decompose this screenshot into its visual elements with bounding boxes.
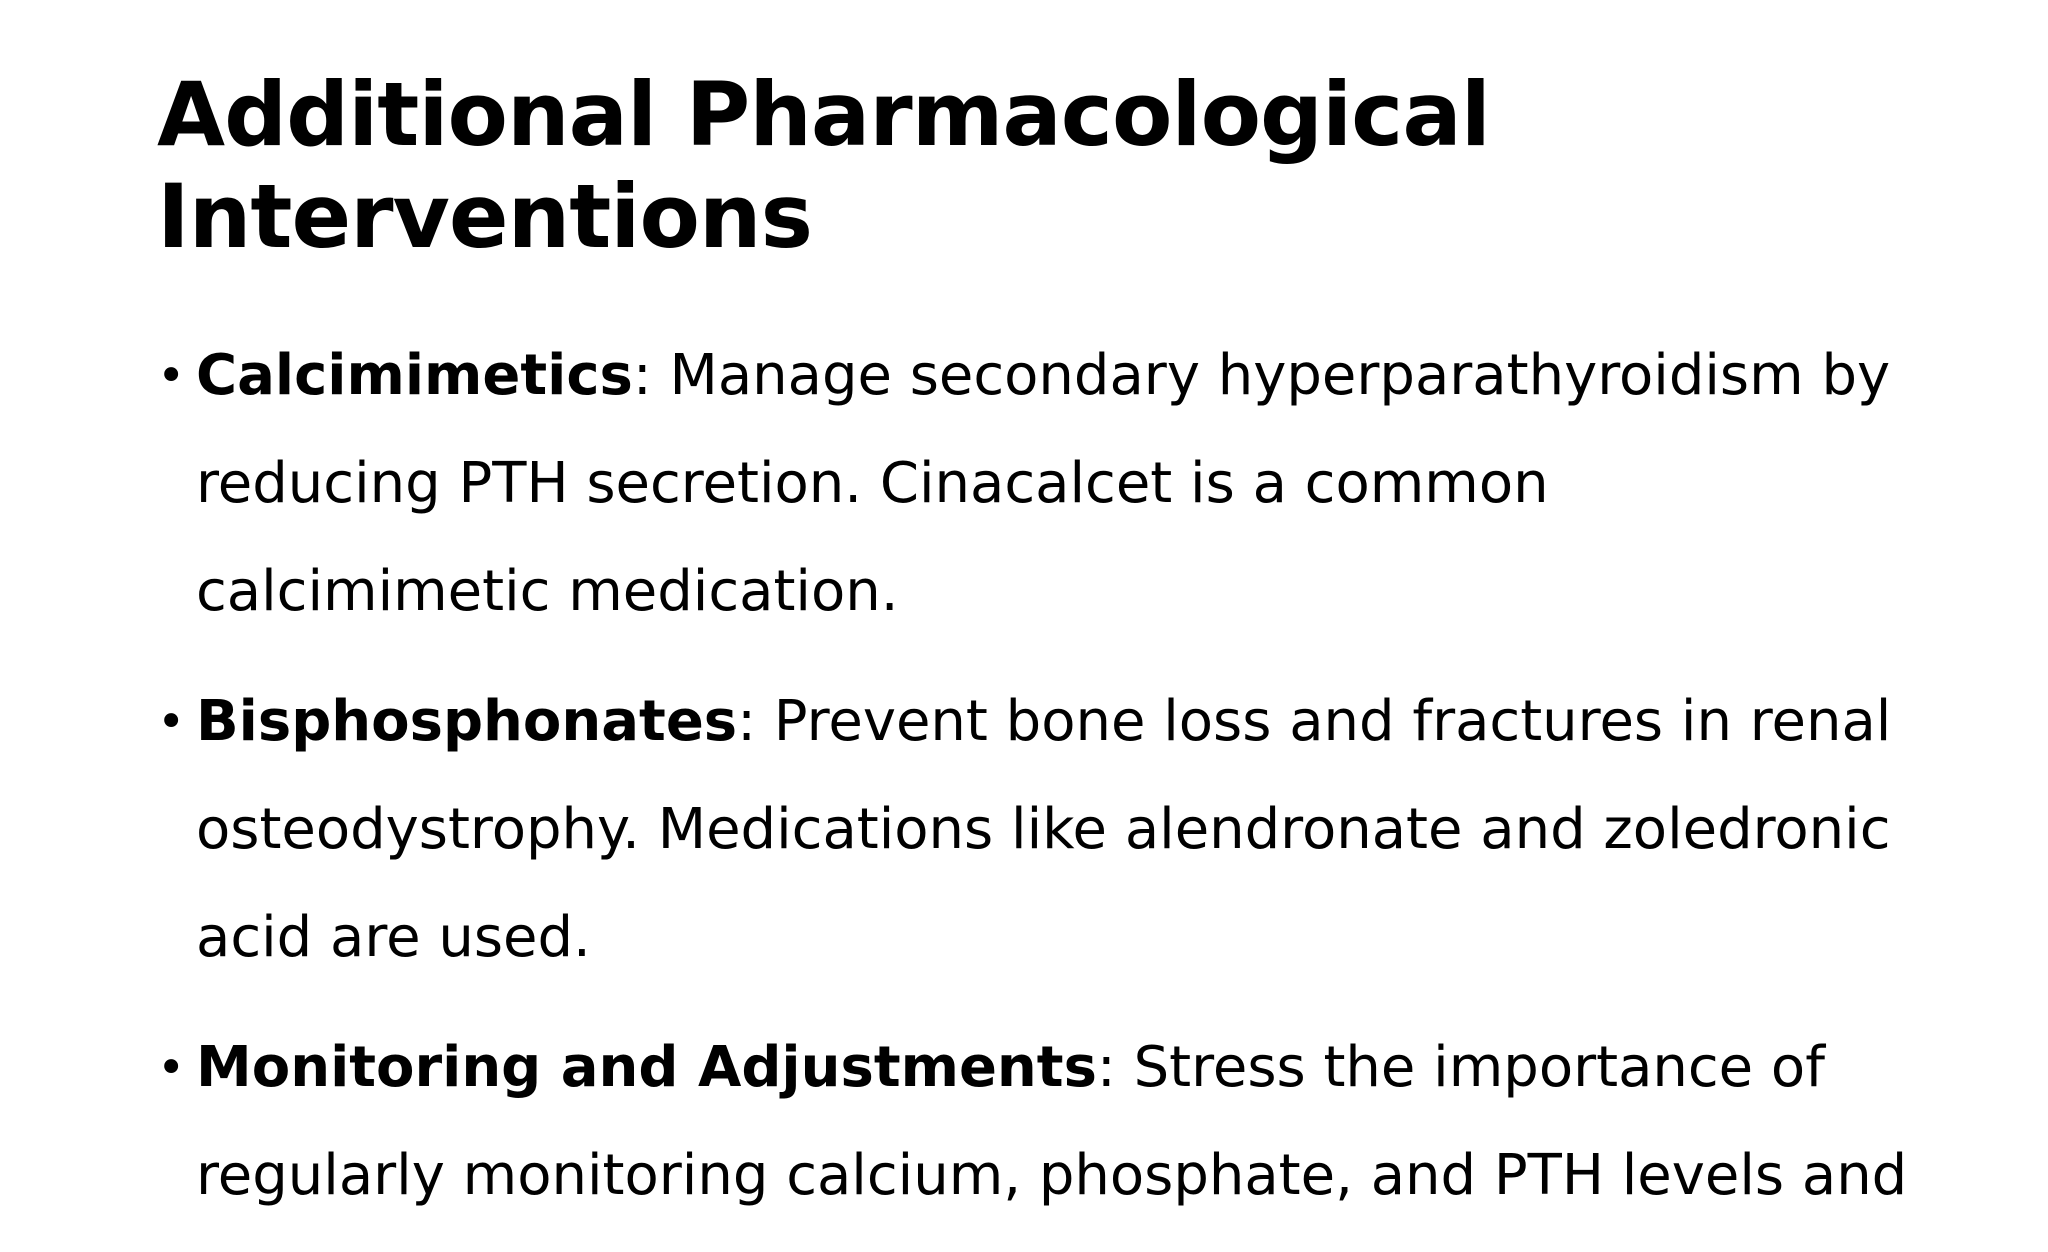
- bullet-dot-icon: •: [157, 348, 186, 404]
- bullet-text: : Stress the importance of regularly monitoring calcium, phosphate, and PTH levels and: [196, 1035, 1908, 1208]
- bullet-list: [157, 322, 1917, 1252]
- slide-title: Additional Pharmacological Interventions: [157, 63, 1490, 268]
- bullet-item-monitoring: [157, 1014, 1917, 1230]
- bullet-dot-icon: •: [157, 694, 186, 750]
- bullet-text: : Prevent bone loss and fractures in renal osteodystrophy. Medications like alendronate and zoledronic acid are used.: [196, 689, 1892, 970]
- bullet-term: Monitoring and Adjustments: [196, 1035, 1097, 1100]
- bullet-term: Bisphosphonates: [196, 689, 738, 754]
- bullet-text: : Manage secondary hyperparathyroidism by reducing PTH secretion. Cinacalcet is a common calcimimetic medication.: [196, 343, 1891, 624]
- bullet-dot-icon: •: [157, 1040, 186, 1096]
- bullet-term: Calcimimetics: [196, 343, 633, 408]
- bullet-item-bisphosphonates: [157, 668, 1917, 992]
- bullet-item-calcimimetics: [157, 322, 1917, 646]
